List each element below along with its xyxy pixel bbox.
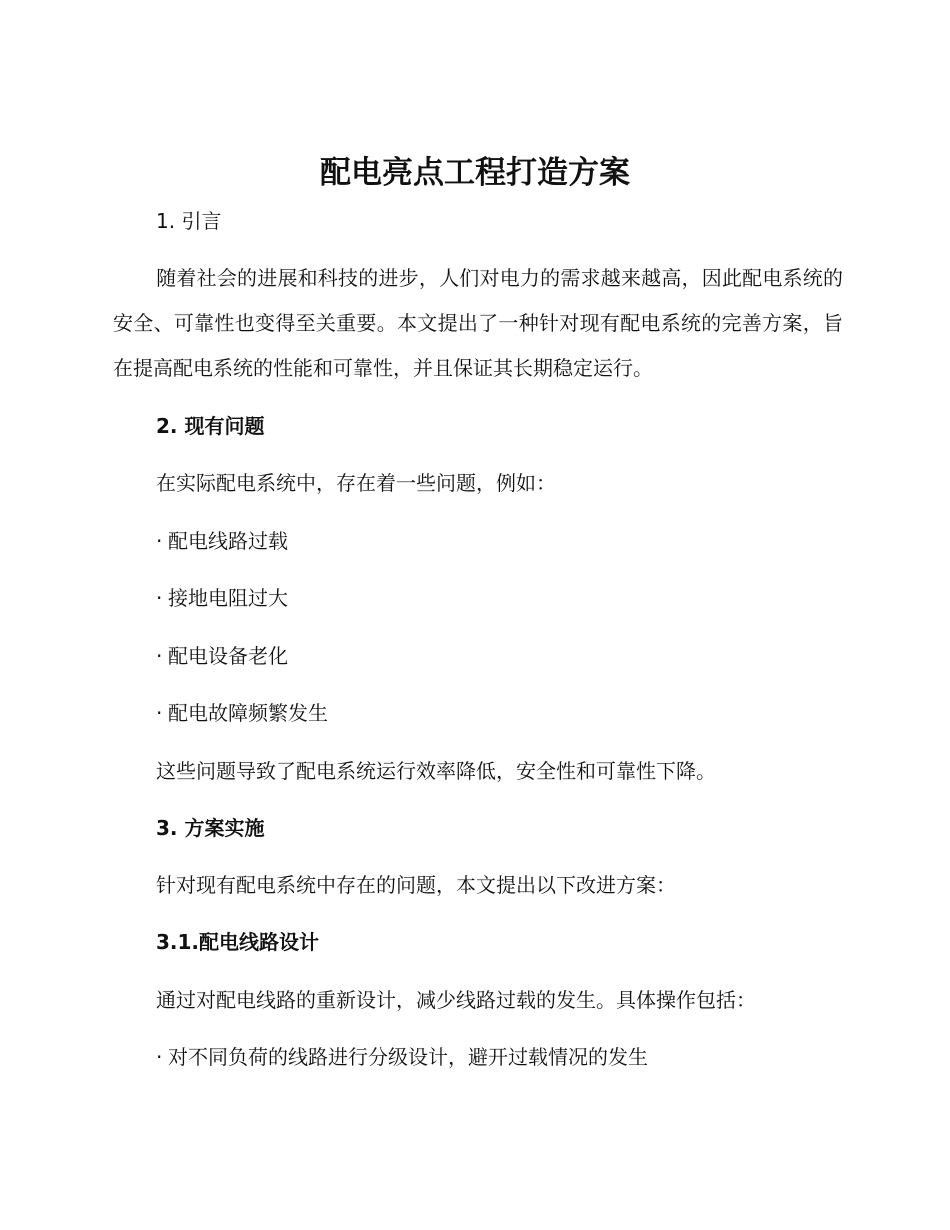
implementation-intro: 针对现有配电系统中存在的问题，本文提出以下改进方案： xyxy=(156,873,676,897)
bullet-icon: · xyxy=(156,529,163,553)
list-item xyxy=(156,526,288,556)
list-item-text: 配电故障频繁发生 xyxy=(168,701,328,725)
list-item xyxy=(156,641,288,671)
section-heading-implementation: 3. 方案实施 xyxy=(156,816,265,840)
list-item-text: 配电设备老化 xyxy=(168,644,288,668)
introduction-paragraph xyxy=(113,256,843,391)
line-design-intro: 通过对配电线路的重新设计，减少线路过载的发生。具体操作包括： xyxy=(156,988,756,1012)
list-item xyxy=(156,698,328,728)
list-item xyxy=(156,583,288,613)
list-item-text: 对不同负荷的线路进行分级设计，避开过载情况的发生 xyxy=(168,1045,648,1069)
bullet-icon: · xyxy=(156,644,163,668)
problems-intro: 在实际配电系统中，存在着一些问题，例如： xyxy=(156,471,556,495)
bullet-icon: · xyxy=(156,1045,163,1069)
bullet-icon: · xyxy=(156,586,163,610)
introduction-text: 随着社会的进展和科技的进步，人们对电力的需求越来越高，因此配电系统的安全、可靠性也变得至关重要。本文提出了一种针对现有配电系统的完善方案，旨在提高配电系统的性能和可靠性，并且保证其长期稳定运行。 xyxy=(113,266,843,380)
list-item-text: 接地电阻过大 xyxy=(168,586,288,610)
section-heading-introduction: 1. 引言 xyxy=(156,209,222,233)
document-title: 配电亮点工程打造方案 xyxy=(320,155,630,191)
subsection-heading-line-design: 3.1.配电线路设计 xyxy=(156,930,320,954)
bullet-icon: · xyxy=(156,701,163,725)
section-heading-existing-problems: 2. 现有问题 xyxy=(156,414,265,438)
list-item xyxy=(156,1042,648,1072)
problems-conclusion: 这些问题导致了配电系统运行效率降低，安全性和可靠性下降。 xyxy=(156,759,716,783)
list-item-text: 配电线路过载 xyxy=(168,529,288,553)
